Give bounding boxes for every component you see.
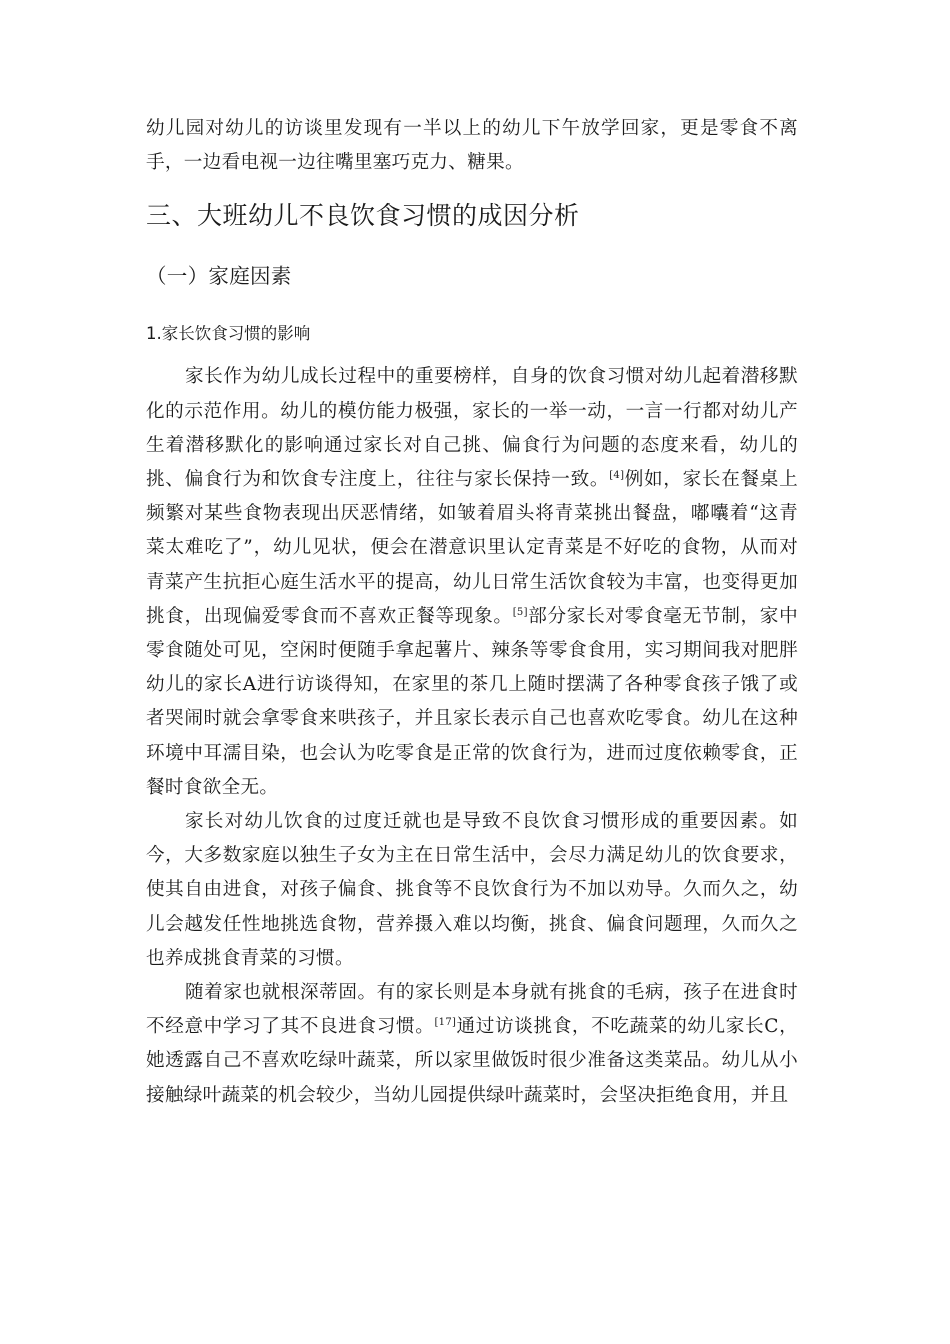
paragraph-text: 例如，家长在餐桌上频繁对某些食物表现出厌恶情绪，如皱着眉头将青菜挑出餐盘，嘟囔着“这青菜太难吃了”，幼儿见状，便会在潜意识里认定青菜是不好吃的食物，从而对青菜产生抗拒心庭生活水平的提高，幼儿日常生活饮食较为丰富，也变得更加挑食，出现偏爱零食而不喜欢正餐等现象。 [146, 469, 799, 627]
paragraph-text: 家长作为幼儿成长过程中的重要榜样，自身的饮食习惯对幼儿起着潜移默化的示范作用。幼儿的模仿能力极强，家长的一举一动，一言一行都对幼儿产生着潜移默化的影响通过家长对自己挑、偏食行为问题的态度来看，幼儿的挑、偏食行为和饮食专注度上，往往与家长保持一致。 [146, 366, 798, 491]
intro-paragraph: 幼儿园对幼儿的访谈里发现有一半以上的幼儿下午放学回家，更是零食不离手，一边看电视一边往嘴里塞巧克力、糖果。 [146, 118, 798, 174]
paragraph-parent-indulgence: 家长对幼儿饮食的过度迁就也是导致不良饮食习惯形成的重要因素。如今，大多数家庭以独生子女为主在日常生活中，会尽力满足幼儿的饮食要求，使其自由进食，对孩子偏食、挑食等不良饮食行为不加以劝导。久而久之，幼儿会越发任性地挑选食物，营养摄入难以均衡，挑食、偏食问题理，久而久之也养成挑食青菜的习惯。 [146, 811, 798, 969]
citation-5: [5] [512, 606, 528, 618]
paragraph-text: 通过访谈挑食，不吃蔬菜的幼儿家长C，她透露自己不喜欢吃绿叶蔬菜，所以家里做饭时很少准备这类菜品。幼儿从小接触绿叶蔬菜的机会较少，当幼儿园提供绿叶蔬菜时，会坚决拒绝食用，并且 [146, 1016, 798, 1106]
section-heading: 三、大班幼儿不良饮食习惯的成因分析 [146, 201, 580, 231]
citation-17: [17] [434, 1017, 457, 1029]
paragraph-text: 部分家长对零食毫无节制，家中零食随处可见，空闲时便随手拿起薯片、辣条等零食食用，实习期间我对肥胖幼儿的家长A进行访谈得知，在家里的茶几上随时摆满了各种零食孩子饿了或者哭闹时就会拿零食来哄孩子，并且家长表示自己也喜欢吃零食。幼儿在这种环境中耳濡目染，也会认为吃零食是正常的饮食行为，进而过度依赖零食，正餐时食欲全无。 [146, 605, 799, 798]
subsubsection-heading: 1.家长饮食习惯的影响 [146, 324, 311, 344]
paragraph-text: 随着家也就根深蒂固。有的家长则是本身就有挑食的毛病，孩子在进食时不经意中学习了其不良进食习惯。 [146, 982, 798, 1038]
paragraph-parent-eating-habits [146, 360, 798, 805]
paragraph-parent-picky-eating [146, 976, 798, 1113]
page-content [146, 112, 798, 1113]
citation-4: [4] [609, 469, 625, 481]
subsection-heading: （一）家庭因素 [146, 264, 292, 289]
